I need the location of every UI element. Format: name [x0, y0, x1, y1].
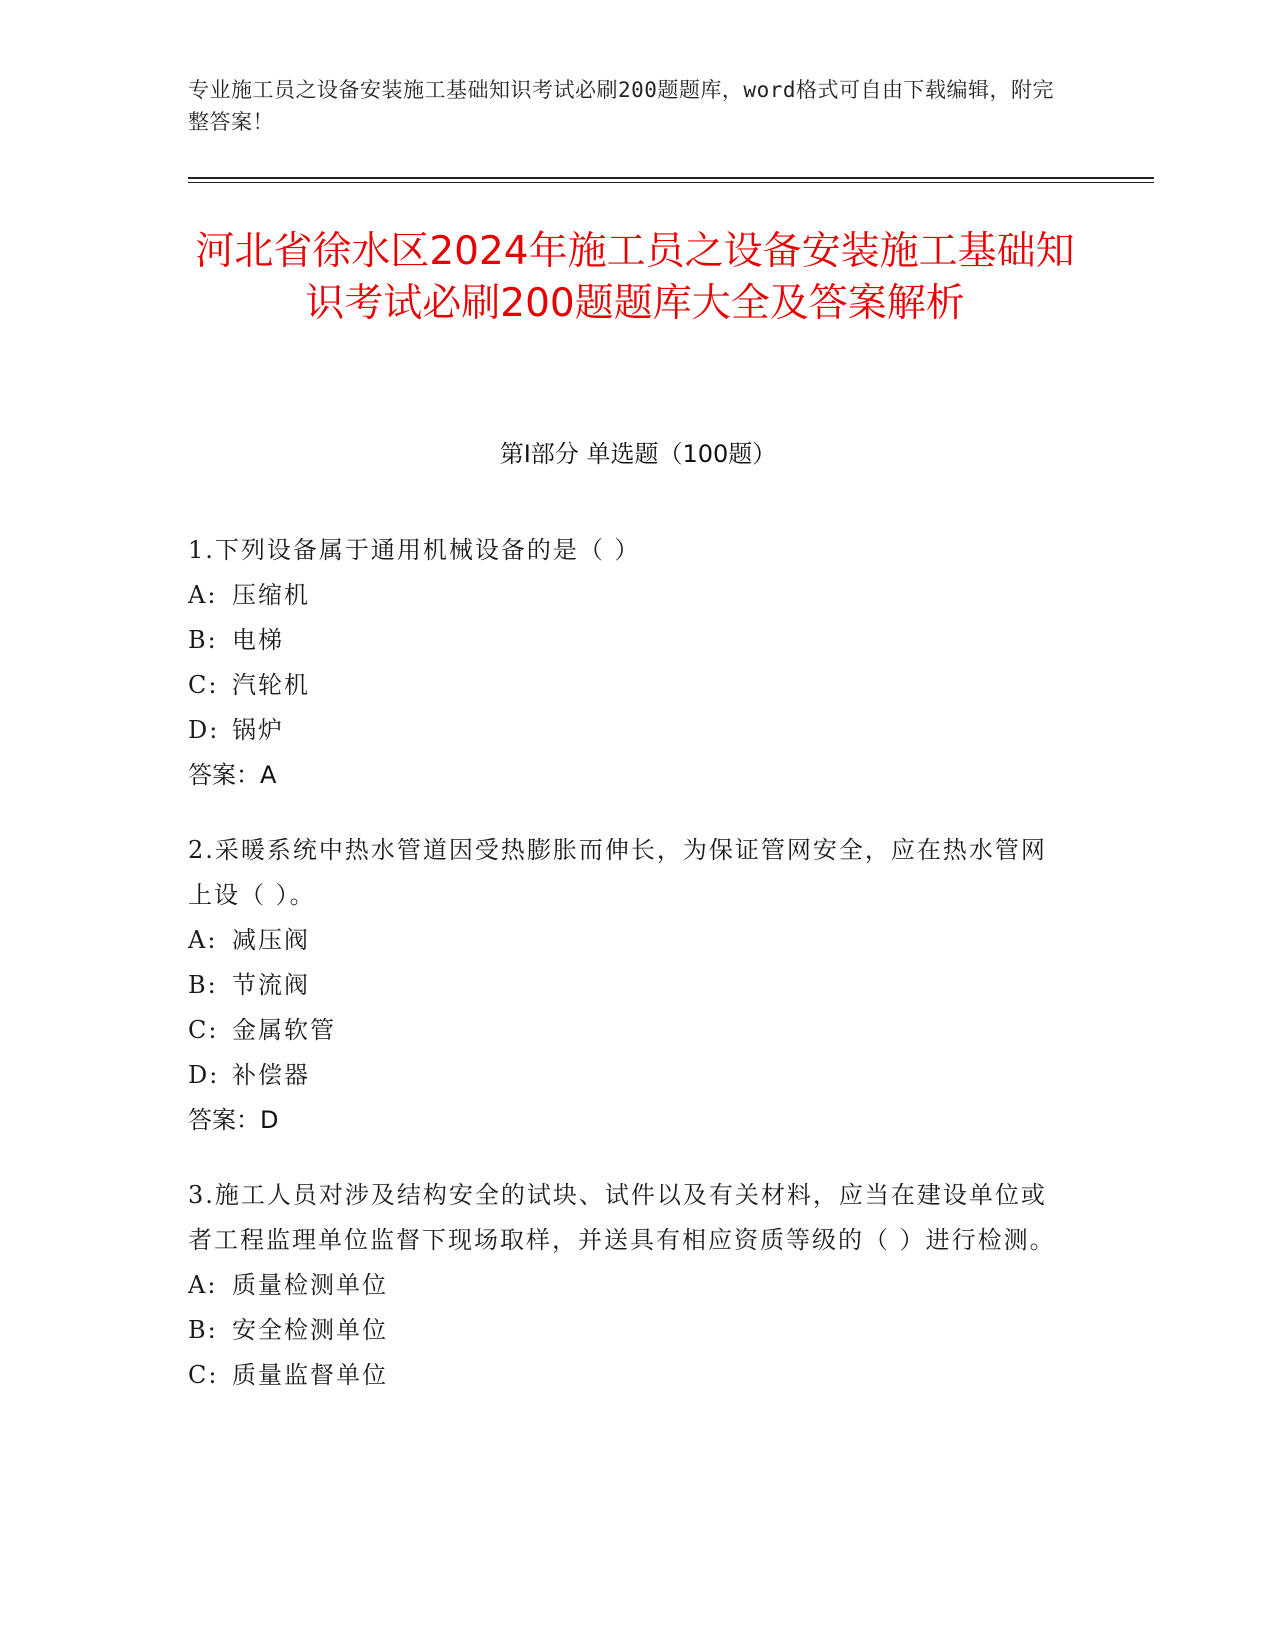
document-title: 河北省徐水区2024年施工员之设备安装施工基础知识考试必刷200题题库大全及答案解析	[195, 229, 1075, 326]
question-3	[188, 1173, 1068, 1398]
option-b	[188, 1308, 1068, 1353]
answer-line: 答案：A	[188, 761, 277, 789]
option-text: 锅炉	[232, 716, 284, 744]
option-b	[188, 963, 1068, 1008]
option-label: D:	[188, 716, 220, 744]
option-label: B:	[188, 626, 218, 654]
option-c	[188, 1353, 1068, 1398]
option-a	[188, 573, 1068, 618]
question-stem: 2.采暖系统中热水管道因受热膨胀而伸长，为保证管网安全，应在热水管网上设（ ）。	[188, 836, 1047, 909]
option-label: C:	[188, 671, 219, 699]
question-1	[188, 528, 1068, 798]
option-label: C:	[188, 1361, 219, 1389]
option-text: 补偿器	[232, 1061, 310, 1089]
header-divider-thick	[188, 177, 1154, 179]
option-d	[188, 708, 1068, 753]
header-divider-thin	[188, 182, 1154, 183]
question-2	[188, 828, 1068, 1143]
option-text: 汽轮机	[232, 671, 310, 699]
option-text: 金属软管	[232, 1016, 336, 1044]
option-text: 电梯	[232, 626, 284, 654]
option-text: 安全检测单位	[232, 1316, 388, 1344]
question-list	[188, 528, 1068, 1428]
section-heading: 第Ⅰ部分 单选题（100题）	[499, 440, 777, 468]
option-label: B:	[188, 971, 218, 999]
option-a	[188, 1263, 1068, 1308]
option-d	[188, 1053, 1068, 1098]
option-c	[188, 663, 1068, 708]
option-text: 节流阀	[232, 971, 310, 999]
question-stem: 3.施工人员对涉及结构安全的试块、试件以及有关材料，应当在建设单位或者工程监理单位监督下现场取样，并送具有相应资质等级的（ ）进行检测。	[188, 1181, 1056, 1254]
option-label: A:	[188, 926, 218, 954]
option-text: 压缩机	[232, 581, 310, 609]
question-stem: 1.下列设备属于通用机械设备的是（ ）	[188, 536, 641, 564]
header-note: 专业施工员之设备安装施工基础知识考试必刷200题题库，word格式可自由下载编辑，附完整答案！	[188, 78, 1054, 134]
option-text: 质量检测单位	[232, 1271, 388, 1299]
option-label: D:	[188, 1061, 220, 1089]
option-label: B:	[188, 1316, 218, 1344]
option-c	[188, 1008, 1068, 1053]
option-b	[188, 618, 1068, 663]
option-label: A:	[188, 1271, 218, 1299]
option-label: A:	[188, 581, 218, 609]
option-a	[188, 918, 1068, 963]
option-text: 质量监督单位	[232, 1361, 388, 1389]
option-text: 减压阀	[232, 926, 310, 954]
answer-line: 答案：D	[188, 1106, 279, 1134]
option-label: C:	[188, 1016, 219, 1044]
